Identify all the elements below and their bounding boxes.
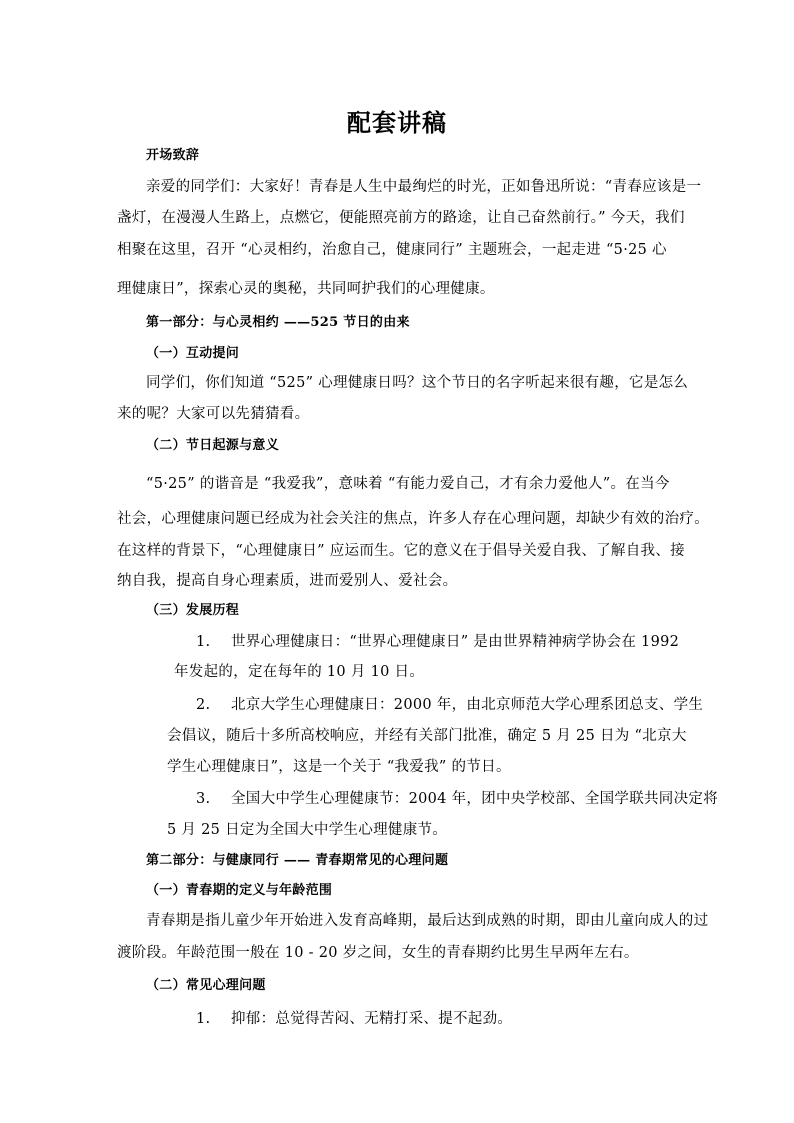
paragraph-line: 社会，心理健康问题已经成为社会关注的焦点，许多人存在心理问题，却缺少有效的治疗。 [117,511,709,527]
section-heading: （一）互动提问 [146,346,240,361]
section-heading: （二）节日起源与意义 [146,438,280,453]
paragraph-line: 纳自我，提高自身心理素质，进而爱别人、爱社会。 [117,573,458,589]
section-heading: （三）发展历程 [146,603,240,618]
list-item-line: 抑郁：总觉得苦闷、无精打采、提不起劲。 [231,1011,513,1027]
paragraph-line: 同学们，你们知道 “525” 心理健康日吗？这个节日的名字听起来很有趣，它是怎么 [146,375,689,391]
paragraph-line: 来的呢？大家可以先猜猜看。 [117,406,310,422]
paragraph-line: 青春期是指儿童少年开始进入发育高峰期，最后达到成熟的时期，即由儿童向成人的过 [146,913,709,929]
paragraph-line: 在这样的背景下，“心理健康日” 应运而生。它的意义在于倡导关爱自我、了解自我、接 [117,543,685,559]
section-heading: （一）青春期的定义与年龄范围 [146,883,333,898]
list-number: 1. [196,634,211,650]
list-item-line: 北京大学生心理健康日：2000 年，由北京师范大学心理系团总支、学生 [231,697,704,713]
list-item-line: 学生心理健康日”，这是一个关于 “我爱我” 的节日。 [167,759,511,775]
list-number: 1. [196,1011,211,1027]
paragraph-line: 渡阶段。年龄范围一般在 10 - 20 岁之间，女生的青春期约比男生早两年左右。 [117,945,639,961]
opening-heading: 开场致辞 [146,148,200,163]
part1-heading: 第一部分：与心灵相约 ——525 节日的由来 [146,315,410,330]
document-title: 配套讲稿 [347,108,447,137]
list-item-line: 全国大中学生心理健康节：2004 年，团中央学校部、全国学联共同决定将 [231,791,719,807]
list-item-line: 会倡议，随后十多所高校响应，并经有关部门批准，确定 5 月 25 日为 “北京大 [167,728,687,744]
paragraph-line: 相聚在这里，召开 “心灵相约，治愈自己，健康同行” 主题班会，一起走进 “5·25 心 [117,242,667,258]
list-item-line: 5 月 25 日定为全国大中学生心理健康节。 [167,822,448,838]
section-heading: （二）常见心理问题 [146,978,266,993]
list-number: 2. [196,697,211,713]
list-number: 3. [196,791,211,807]
part2-heading: 第二部分：与健康同行 —— 青春期常见的心理问题 [146,853,449,868]
paragraph-line: 理健康日”，探索心灵的奥秘，共同呵护我们的心理健康。 [117,281,495,297]
paragraph-line: “5·25” 的谐音是 “我爱我”，意味着 “有能力爱自己，才有余力爱他人”。在当今 [146,476,670,492]
list-item-line: 世界心理健康日：“世界心理健康日” 是由世界精神病学协会在 1992 [231,634,680,650]
paragraph-line: 亲爱的同学们：大家好！青春是人生中最绚烂的时光，正如鲁迅所说：“青春应该是一 [146,179,702,195]
paragraph-line: 盏灯，在漫漫人生路上，点燃它，便能照亮前方的路途，让自己奋然前行。” 今天，我们 [117,210,685,226]
list-item-line: 年发起的，定在每年的 10 月 10 日。 [174,664,425,680]
